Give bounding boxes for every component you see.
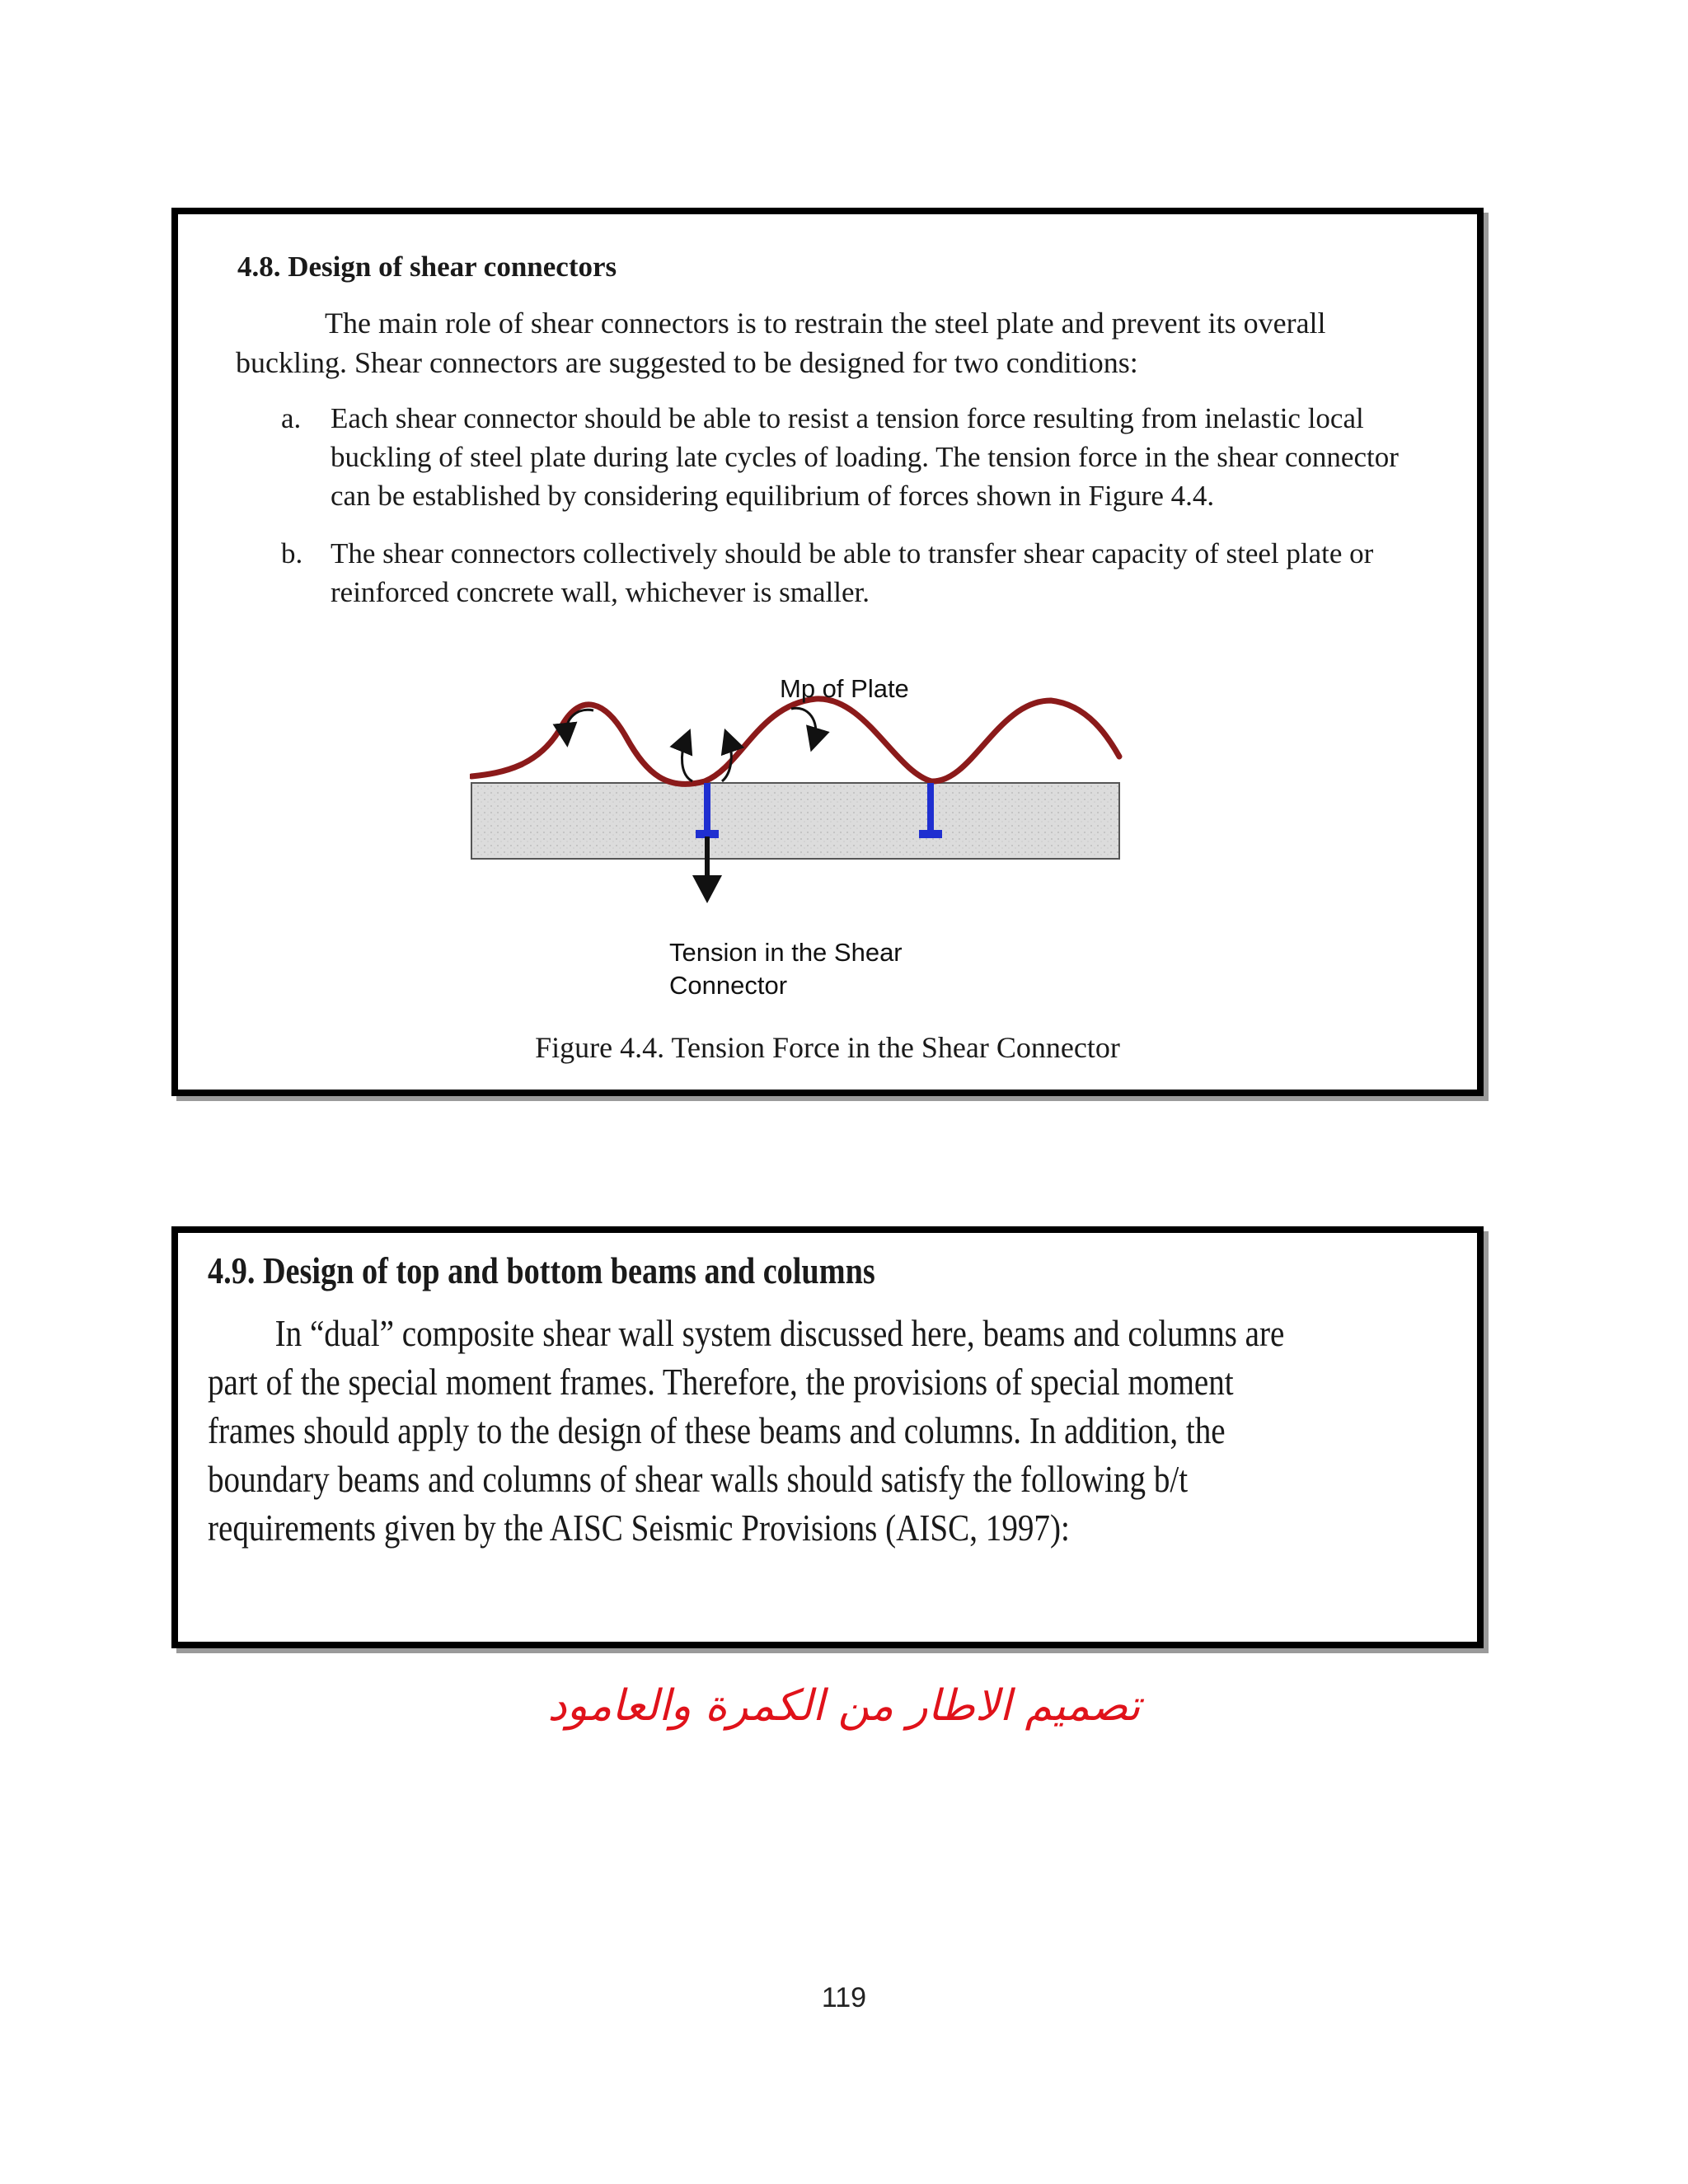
list-item: [281, 534, 1418, 612]
buckled-steel-plate: [471, 699, 1119, 784]
section-4-9-box: [171, 1226, 1484, 1648]
list-marker: b.: [281, 537, 303, 569]
list-marker: a.: [281, 402, 302, 434]
figure-label-mp: Mp of Plate: [780, 674, 909, 703]
arabic-annotation: تصميم الاطار من الكمرة والعامود: [547, 1681, 1141, 1731]
label-line: Tension in the Shear: [669, 938, 903, 967]
section-title: 4.9. Design of top and bottom beams and columns: [208, 1250, 875, 1291]
intro-paragraph: The main role of shear connectors is to restrain the steel plate and prevent its overall buckling. Shear connectors are suggested to be designed for two conditions:: [236, 307, 1326, 379]
list-text: Each shear connector should be able to resist a tension force resulting from inelastic local buckling of steel plate during late cycles of loading. The tension force in the shear connector can be established by considering equilibrium of forces shown in Figure 4.4.: [331, 402, 1399, 512]
section-4-8-box: [171, 208, 1484, 1096]
section-title: 4.8. Design of shear connectors: [237, 251, 617, 283]
list-item: [281, 399, 1418, 515]
body-paragraph: In “dual” composite shear wall system discussed here, beams and columns are part of the special moment frames. Therefore, the provisions of special moment frames should apply to the design of these beams and columns. In addition, the boundary beams and columns of shear walls should satisfy the following b/t requirements given by the AISC Seismic Provisions (AISC, 1997):: [208, 1312, 1285, 1549]
list-text: The shear connectors collectively should be able to transfer shear capacity of steel plate or reinforced concrete wall, whichever is smaller.: [331, 537, 1374, 608]
page-number: 119: [821, 1982, 867, 2013]
label-line: Connector: [669, 971, 788, 1000]
moment-arrows: [566, 708, 816, 781]
figure-label-tension: [669, 936, 903, 1002]
concrete-slab: [471, 783, 1119, 859]
figure-caption: Figure 4.4. Tension Force in the Shear Connector: [535, 1031, 1120, 1064]
